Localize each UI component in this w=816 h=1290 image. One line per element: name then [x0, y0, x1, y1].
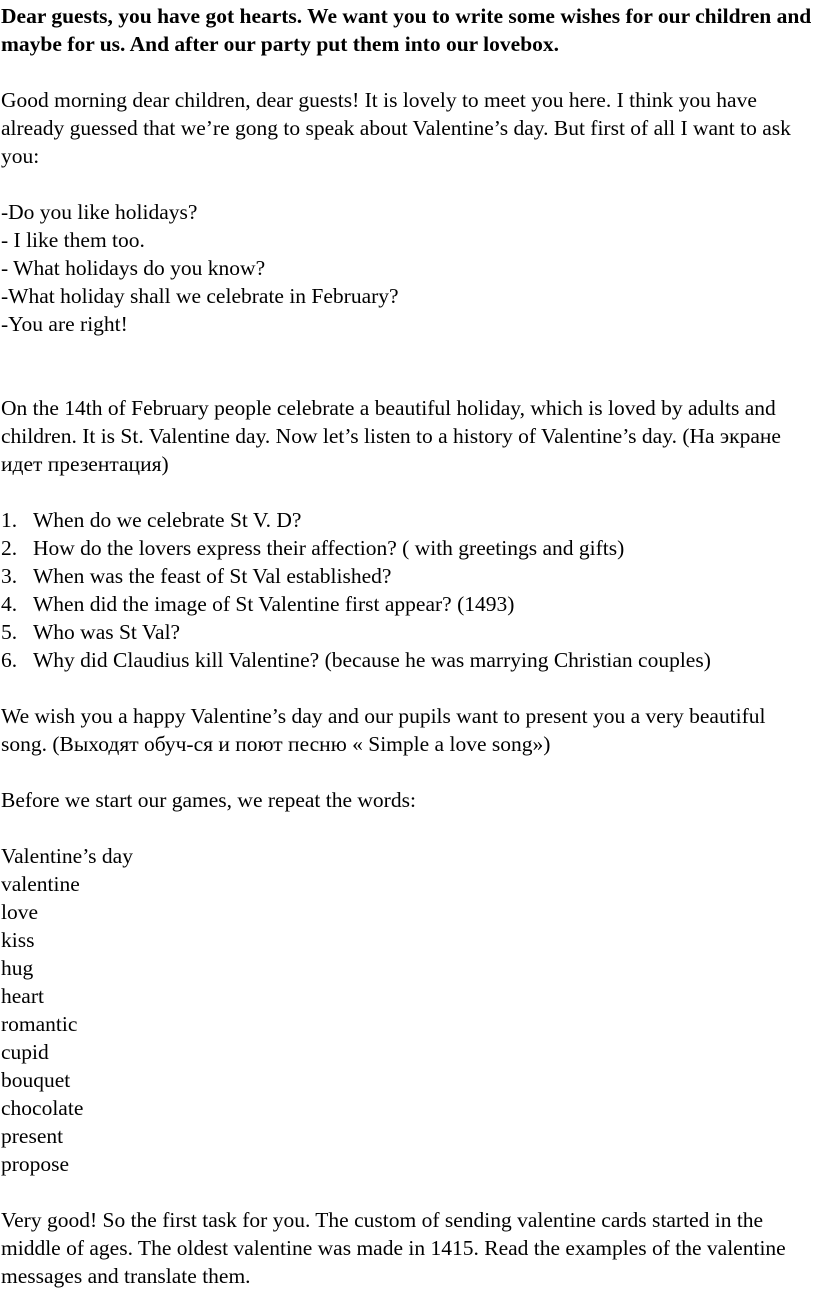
vocabulary-word: hug	[1, 956, 34, 980]
dialogue-line: - What holidays do you know?	[1, 256, 266, 280]
intro-paragraph: Dear guests, you have got hearts. We want you to write some wishes for our children and maybe for us. And after our party put them into our lovebox.	[1, 4, 812, 56]
vocabulary-word: kiss	[1, 928, 35, 952]
list-number: 4.	[1, 592, 18, 616]
spacer	[1, 478, 816, 506]
dialogue-line: -What holiday shall we celebrate in February?	[1, 284, 399, 308]
dialogue-line: - I like them too.	[1, 228, 145, 252]
vocabulary-word: valentine	[1, 872, 80, 896]
list-item-text: When was the feast of St Val established?	[33, 564, 392, 588]
spacer	[1, 58, 816, 86]
before-games-paragraph: Before we start our games, we repeat the words:	[1, 788, 416, 812]
dialogue-line: -You are right!	[1, 312, 128, 336]
list-number: 2.	[1, 536, 18, 560]
list-item	[1, 618, 816, 646]
spacer	[1, 674, 816, 702]
list-number: 1.	[1, 508, 18, 532]
dialogue-line: -Do you like holidays?	[1, 200, 198, 224]
vocabulary-word: present	[1, 1124, 64, 1148]
spacer	[1, 758, 816, 786]
vocabulary-word: romantic	[1, 1012, 78, 1036]
list-item	[1, 534, 816, 562]
list-item	[1, 506, 816, 534]
list-item	[1, 646, 816, 674]
list-number: 5.	[1, 620, 18, 644]
questions-list	[1, 506, 816, 674]
list-number: 6.	[1, 648, 18, 672]
vocabulary-word: love	[1, 900, 39, 924]
first-task-paragraph: Very good! So the first task for you. The custom of sending valentine cards started in the middle of ages. The oldest valentine was made in 1415. Read the examples of the valentine messages and translate them.	[1, 1208, 786, 1288]
spacer	[1, 170, 816, 198]
list-item	[1, 562, 816, 590]
list-item-text: When do we celebrate St V. D?	[33, 508, 302, 532]
wish-paragraph: We wish you a happy Valentine’s day and our pupils want to present you a very beautiful song. (Выходят обуч-ся и поют песню « Simple a love song»)	[1, 704, 766, 756]
vocabulary-word: bouquet	[1, 1068, 71, 1092]
list-item-text: Who was St Val?	[33, 620, 181, 644]
list-number: 3.	[1, 564, 18, 588]
history-paragraph: On the 14th of February people celebrate a beautiful holiday, which is loved by adults and children. It is St. Valentine day. Now let’s listen to a history of Valentine’s day. (На экране идет презентация)	[1, 396, 781, 476]
spacer	[1, 338, 816, 394]
vocabulary-word: heart	[1, 984, 44, 1008]
list-item-text: When did the image of St Valentine first appear? (1493)	[33, 592, 515, 616]
greeting-paragraph: Good morning dear children, dear guests! It is lovely to meet you here. I think you have already guessed that we’re gong to speak about Valentine’s day. But first of all I want to ask you:	[1, 88, 791, 168]
list-item-text: Why did Claudius kill Valentine? (because he was marrying Christian couples)	[33, 648, 711, 672]
list-item-text: How do the lovers express their affection? ( with greetings and gifts)	[33, 536, 625, 560]
list-item	[1, 590, 816, 618]
vocabulary-word: chocolate	[1, 1096, 84, 1120]
vocabulary-word: Valentine’s day	[1, 844, 133, 868]
dialogue-block	[1, 198, 816, 338]
vocabulary-list	[1, 842, 816, 1178]
vocabulary-word: propose	[1, 1152, 70, 1176]
spacer	[1, 814, 816, 842]
spacer	[1, 1178, 816, 1206]
vocabulary-word: cupid	[1, 1040, 49, 1064]
